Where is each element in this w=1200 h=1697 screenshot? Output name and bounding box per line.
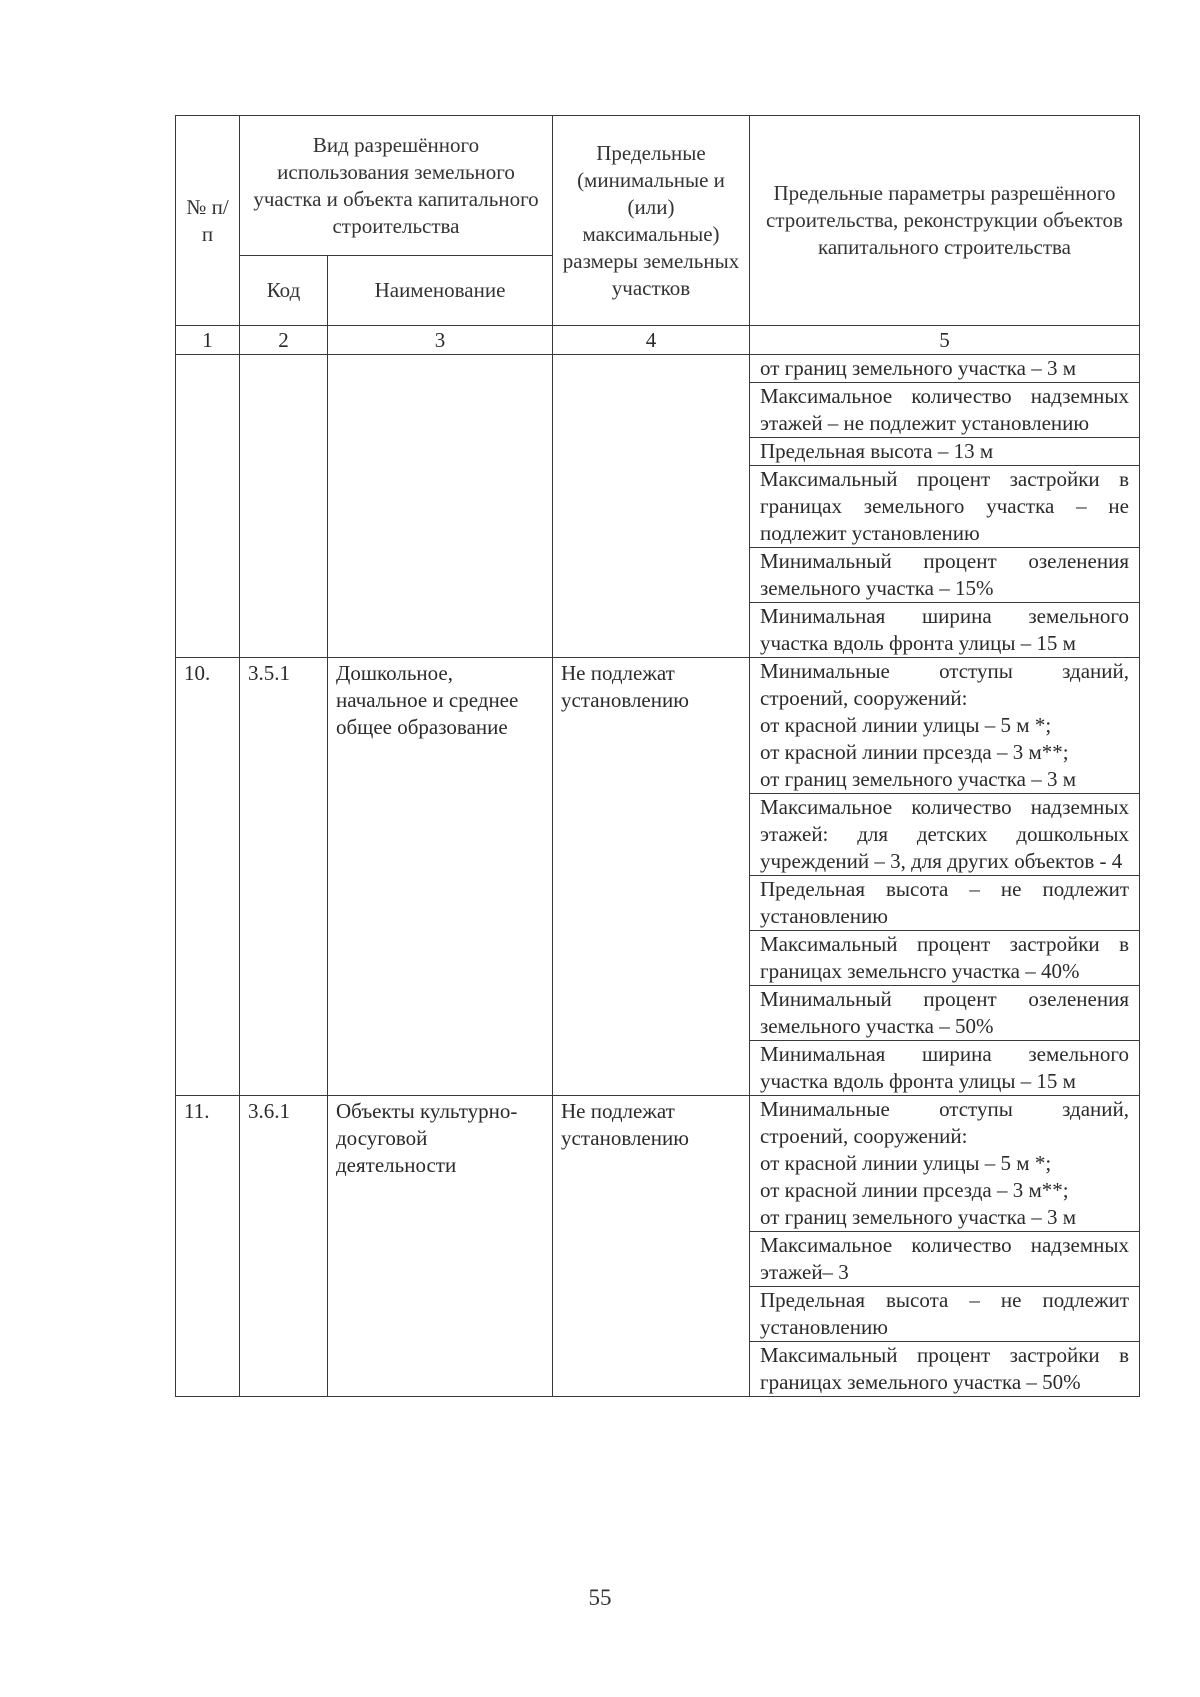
param-line: от красной линии прсезда – 3 м**; (760, 1178, 1069, 1202)
row-number: 11. (176, 1096, 240, 1397)
empty-cell (176, 355, 240, 658)
page-number: 55 (588, 1585, 612, 1610)
table-row (176, 1096, 1140, 1232)
row-code: 3.5.1 (240, 658, 328, 1096)
row-code: 3.6.1 (240, 1096, 328, 1397)
column-number: 3 (328, 326, 553, 355)
param-cell: Предельная высота – 13 м (750, 438, 1140, 466)
table-row (176, 355, 1140, 383)
param-line: от границ земельного участка – 3 м (760, 1205, 1077, 1229)
empty-cell (328, 355, 553, 658)
header-use-kind: Вид разрешённого использования земельного участка и объекта капитального строительства (240, 116, 553, 256)
param-cell: Минимальный процент озеленения земельного участка – 15% (750, 548, 1140, 603)
header-number: № п/п (176, 116, 240, 326)
param-cell: Минимальная ширина земельного участка вдоль фронта улицы – 15 м (750, 1041, 1140, 1096)
table-body (176, 355, 1140, 1397)
param-line: от красной линии улицы – 5 м *; (760, 1151, 1052, 1175)
land-use-table (175, 115, 1140, 1397)
param-cell: Минимальная ширина земельного участка вдоль фронта улицы – 15 м (750, 603, 1140, 658)
param-cell: Максимальное количество надземных этажей– 3 (750, 1232, 1140, 1287)
column-number: 4 (553, 326, 750, 355)
column-number: 1 (176, 326, 240, 355)
param-cell: Максимальный процент застройки в границах земельного участка – 50% (750, 1342, 1140, 1397)
empty-cell (553, 355, 750, 658)
column-number-row (176, 326, 1140, 355)
param-cell: Максимальное количество надземных этажей – не подлежит установлению (750, 383, 1140, 438)
param-cell: Минимальный процент озеленения земельного участка – 50% (750, 986, 1140, 1041)
column-number: 2 (240, 326, 328, 355)
param-line: от границ земельного участка – 3 м (760, 767, 1077, 791)
param-cell: Максимальный процент застройки в границах земельного участка – не подлежит установлению (750, 466, 1140, 548)
row-number: 10. (176, 658, 240, 1096)
param-cell: Предельная высота – не подлежит установлению (750, 1287, 1140, 1342)
empty-cell (240, 355, 328, 658)
param-line: Минимальные отступы зданий, строений, сооружений: (760, 1097, 1129, 1148)
param-line: от красной линии прсезда – 3 м**; (760, 740, 1069, 764)
row-plot-sizes: Не подлежат установлению (553, 658, 750, 1096)
param-cell: от границ земельного участка – 3 м (750, 355, 1140, 383)
row-name: Дошкольное, начальное и среднее общее образование (328, 658, 553, 1096)
param-cell: Предельная высота – не подлежит установлению (750, 876, 1140, 931)
header-name: Наименование (328, 256, 553, 326)
header-code: Код (240, 256, 328, 326)
param-line: от красной линии улицы – 5 м *; (760, 713, 1052, 737)
table-row (176, 658, 1140, 794)
row-name: Объекты культурно-досуговой деятельности (328, 1096, 553, 1397)
param-line: Минимальные отступы зданий, строений, сооружений: (760, 659, 1129, 710)
header-build-params: Предельные параметры разрешённого строительства, реконструкции объектов капитального строительства (750, 116, 1140, 326)
param-cell (750, 1096, 1140, 1232)
row-plot-sizes: Не подлежат установлению (553, 1096, 750, 1397)
column-number: 5 (750, 326, 1140, 355)
param-cell (750, 658, 1140, 794)
header-plot-sizes: Предельные (минимальные и (или) максимальные) размеры земельных участков (553, 116, 750, 326)
param-cell: Максимальное количество надземных этажей: для детских дошкольных учреждений – 3, для других объектов - 4 (750, 794, 1140, 876)
param-cell: Максимальный процент застройки в границах земельнсго участка – 40% (750, 931, 1140, 986)
